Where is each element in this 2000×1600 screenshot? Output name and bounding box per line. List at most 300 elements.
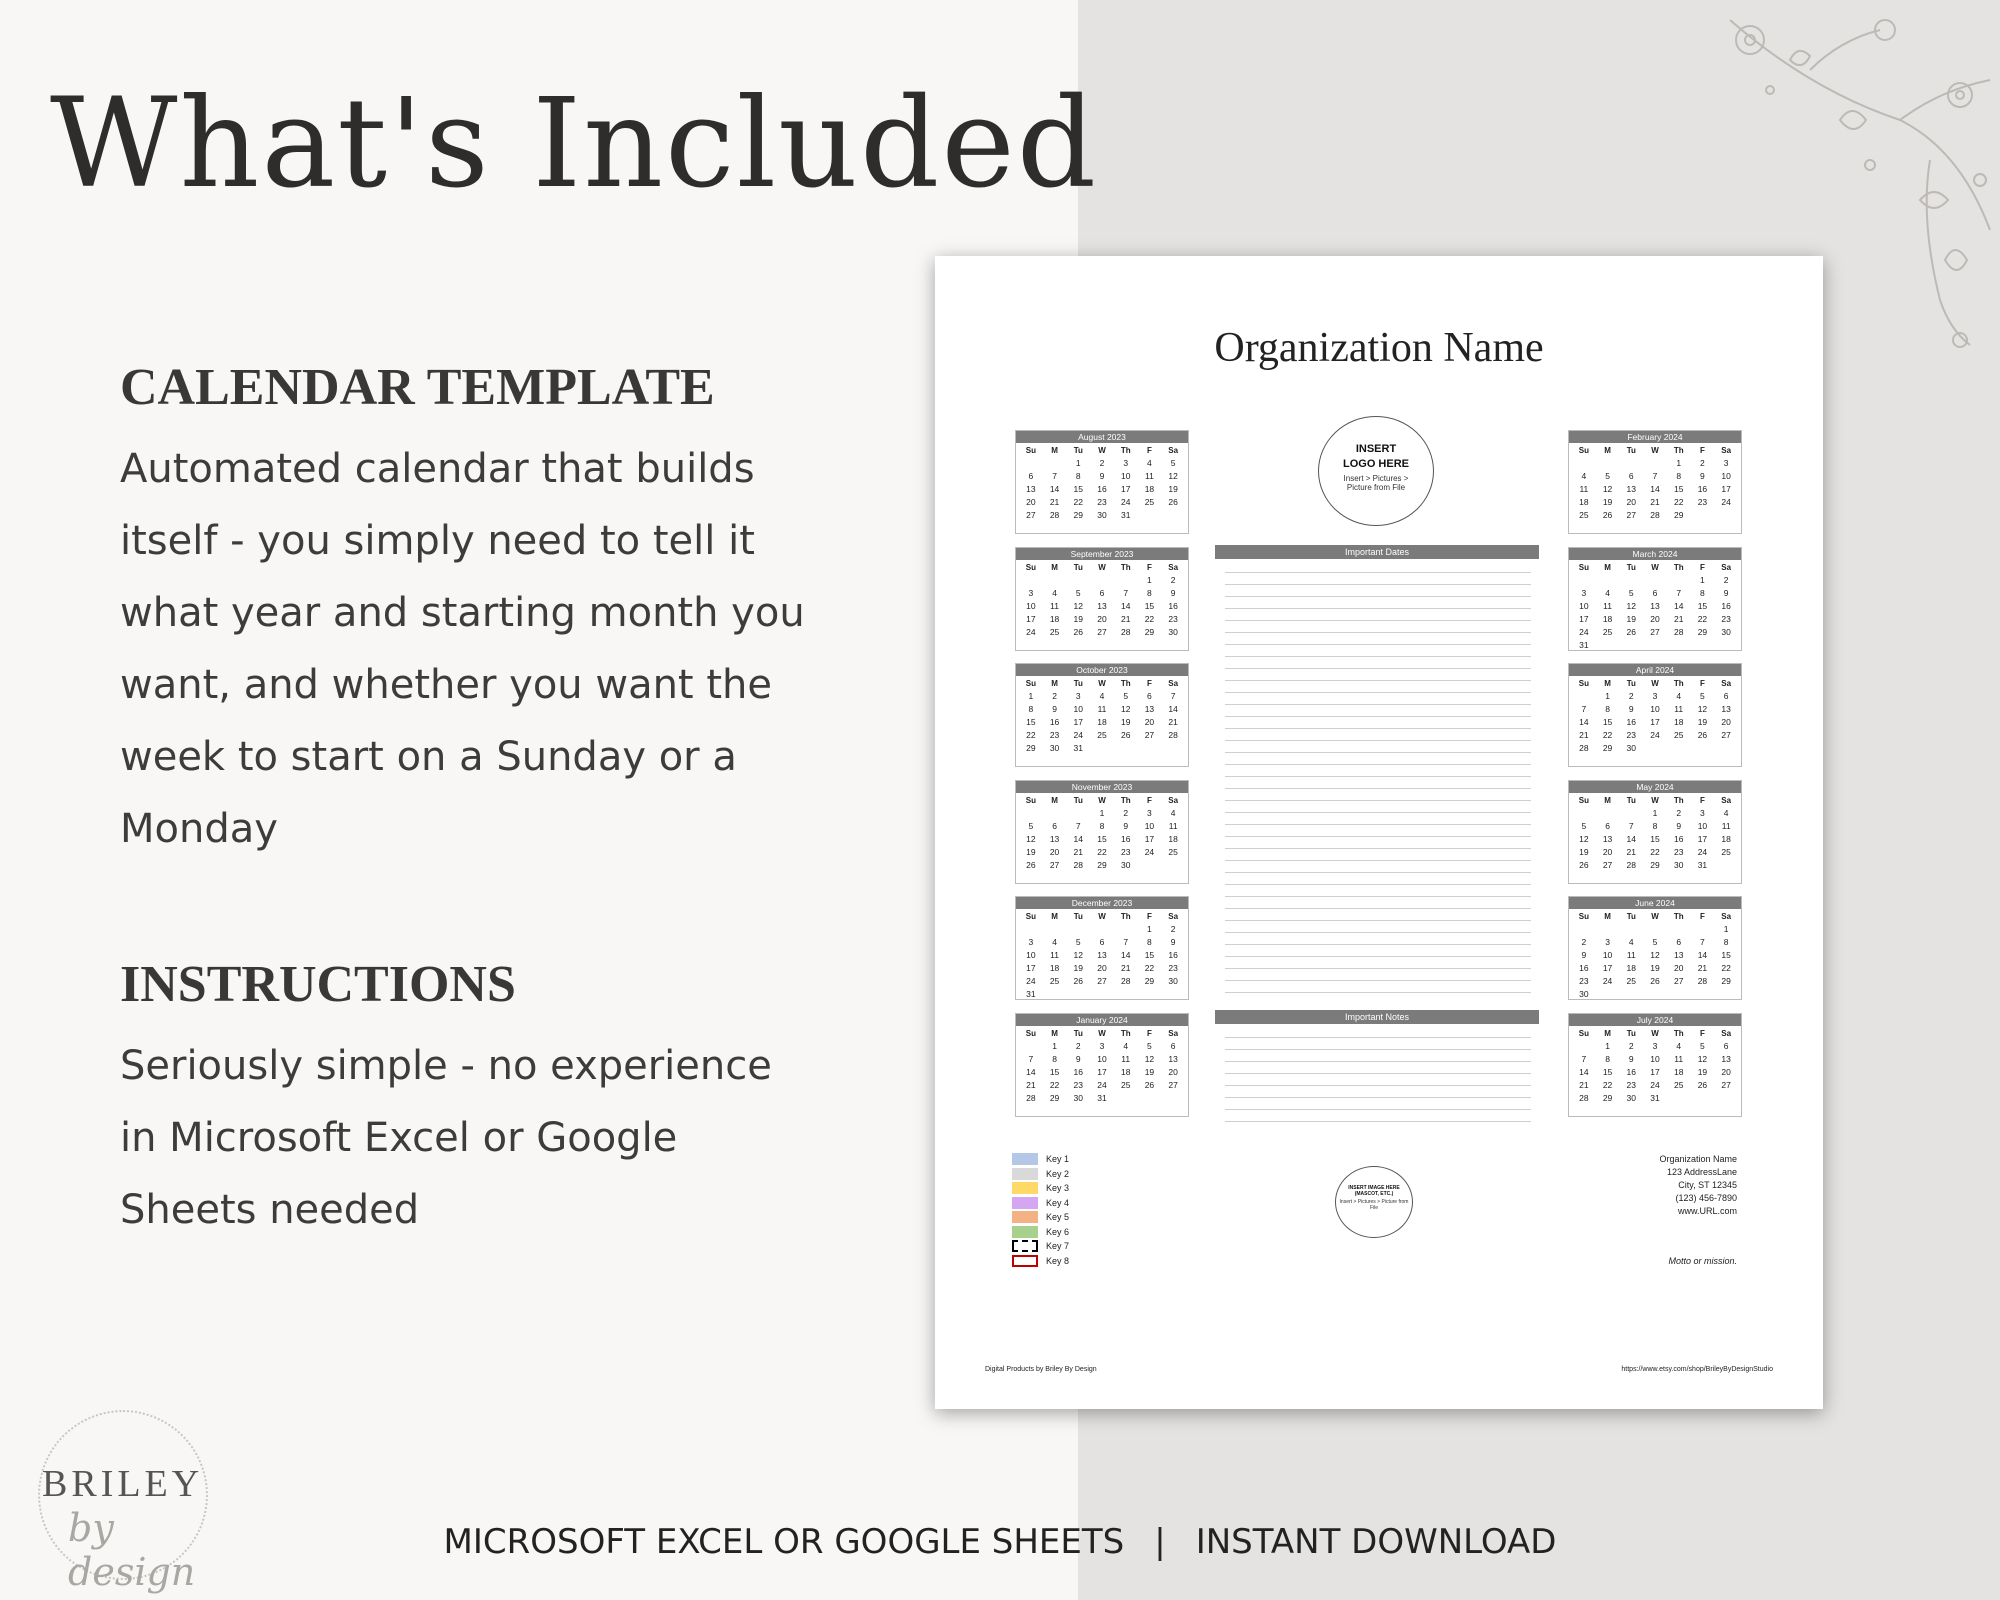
day-cell: 31: [1026, 989, 1036, 999]
empty-day-cell: [1019, 1040, 1043, 1053]
day-cell: 7: [1052, 471, 1057, 481]
day-cell: 7: [1628, 820, 1634, 831]
day-cell: 1: [1075, 458, 1081, 468]
weekday-label: Su: [1025, 1028, 1036, 1038]
day-cell: 23: [1168, 963, 1178, 973]
month-title: February 2024: [1569, 431, 1741, 443]
empty-day-cell: [1572, 923, 1596, 936]
day-cell: 9: [1170, 587, 1176, 598]
day-cell: 27: [1097, 976, 1107, 986]
day-cell: 6: [1723, 1040, 1729, 1051]
day-cell: 7: [1581, 1053, 1587, 1064]
day-cell: 16: [1626, 717, 1637, 727]
day-cell: 15: [1650, 833, 1660, 844]
day-cell: 19: [1120, 717, 1131, 727]
empty-day-cell: [1066, 574, 1090, 587]
day-cell: 22: [1026, 730, 1036, 740]
day-cell: 3: [1605, 937, 1610, 947]
day-cell: 25: [1120, 1079, 1131, 1090]
day-cell: 21: [1626, 846, 1637, 857]
day-cell: 25: [1168, 846, 1178, 857]
day-cell: 18: [1168, 833, 1178, 844]
day-cell: 17: [1650, 717, 1660, 727]
day-cell: 22: [1673, 497, 1684, 507]
day-cell: 20: [1168, 1066, 1178, 1077]
day-cell: 21: [1697, 963, 1708, 973]
weekday-label: Sa: [1168, 795, 1179, 805]
month-title: July 2024: [1569, 1014, 1741, 1026]
day-cell: 14: [1673, 600, 1684, 611]
day-cell: 8: [1676, 471, 1682, 481]
day-cell: 22: [1073, 497, 1084, 507]
day-cell: 18: [1579, 497, 1589, 507]
key-swatch: [1012, 1153, 1038, 1165]
day-cell: 28: [1650, 510, 1660, 520]
day-cell: 21: [1579, 1079, 1589, 1090]
day-cell: 1: [1652, 807, 1658, 818]
weekday-label: Tu: [1073, 562, 1083, 572]
empty-day-cell: [1691, 923, 1715, 936]
empty-day-cell: [1596, 807, 1620, 820]
day-cell: 8: [1099, 820, 1105, 831]
day-cell: 2: [1170, 924, 1176, 934]
day-cell: 20: [1650, 613, 1660, 624]
day-cell: 9: [1052, 704, 1057, 714]
day-cell: 23: [1673, 846, 1684, 857]
month-grid: [1569, 793, 1741, 872]
month-grid: [1016, 443, 1188, 522]
weekday-label: Th: [1673, 446, 1684, 455]
day-cell: 27: [1026, 510, 1036, 520]
organization-address: [1659, 1153, 1737, 1218]
key-row: [1012, 1254, 1112, 1269]
weekday-label: Su: [1578, 1028, 1589, 1038]
key-label: Key 1: [1046, 1154, 1070, 1164]
weekday-label: Su: [1025, 446, 1036, 455]
day-cell: 18: [1626, 963, 1637, 973]
day-cell: 27: [1144, 730, 1155, 740]
day-cell: 20: [1144, 717, 1155, 727]
day-cell: 25: [1721, 846, 1731, 857]
month-title: May 2024: [1569, 781, 1741, 793]
key-label: Key 6: [1046, 1226, 1070, 1237]
day-cell: 22: [1650, 846, 1660, 857]
section-body-calendar-template: Automated calendar that builds itself - you simply need to tell it what year and starting month you want, and whether you want the week to start on a Sunday or a Monday: [120, 446, 805, 852]
day-cell: 7: [1652, 471, 1658, 481]
day-cell: 19: [1168, 484, 1178, 494]
day-cell: 4: [1581, 471, 1587, 481]
day-cell: 30: [1626, 743, 1637, 753]
day-cell: 11: [1145, 471, 1154, 481]
day-cell: 4: [1676, 1040, 1682, 1051]
weekday-label: M: [1604, 562, 1611, 572]
day-cell: 28: [1626, 859, 1637, 870]
day-cell: 10: [1721, 471, 1731, 481]
day-cell: 29: [1026, 743, 1036, 753]
day-cell: 12: [1073, 600, 1084, 611]
day-cell: 22: [1697, 613, 1708, 624]
key-swatch: [1012, 1255, 1038, 1267]
weekday-label: Sa: [1168, 562, 1179, 572]
month-grid: [1569, 560, 1741, 652]
key-row: [1012, 1239, 1112, 1254]
key-swatch: [1012, 1226, 1038, 1238]
day-cell: 12: [1626, 600, 1637, 611]
day-cell: 12: [1602, 484, 1613, 494]
day-cell: 19: [1602, 497, 1613, 507]
day-cell: 2: [1723, 574, 1729, 585]
weekday-label: W: [1651, 679, 1659, 688]
day-cell: 16: [1168, 950, 1178, 960]
day-cell: 30: [1049, 743, 1060, 753]
weekday-label: Tu: [1626, 446, 1636, 455]
day-cell: 10: [1650, 704, 1660, 714]
day-cell: 6: [1099, 587, 1105, 598]
day-cell: 23: [1168, 613, 1178, 624]
calendar-template-preview: [935, 256, 1823, 1409]
day-cell: 4: [1628, 937, 1634, 947]
weekday-label: Su: [1578, 562, 1589, 572]
key-label: Key 3: [1046, 1183, 1070, 1193]
day-cell: 13: [1626, 484, 1637, 494]
empty-day-cell: [1643, 574, 1667, 587]
day-cell: 11: [1050, 600, 1059, 611]
empty-day-cell: [1643, 457, 1667, 470]
day-cell: 25: [1602, 626, 1613, 637]
weekday-label: F: [1146, 795, 1152, 805]
key-swatch: [1012, 1211, 1038, 1223]
empty-day-cell: [1572, 690, 1596, 703]
day-cell: 30: [1168, 976, 1178, 986]
day-cell: 5: [1075, 937, 1081, 947]
day-cell: 3: [1028, 937, 1034, 947]
day-cell: 27: [1168, 1079, 1178, 1090]
empty-day-cell: [1667, 574, 1691, 587]
month-grid: [1569, 676, 1741, 755]
empty-day-cell: [1619, 807, 1643, 820]
day-cell: 21: [1120, 613, 1131, 624]
day-cell: 23: [1579, 976, 1589, 986]
day-cell: 9: [1075, 1053, 1081, 1064]
weekday-label: W: [1651, 1028, 1659, 1038]
weekday-label: Th: [1120, 562, 1131, 572]
day-cell: 29: [1650, 859, 1660, 870]
day-cell: 14: [1579, 1066, 1589, 1077]
day-cell: 23: [1626, 1079, 1637, 1090]
day-cell: 13: [1721, 1053, 1731, 1064]
month-title: September 2023: [1016, 548, 1188, 560]
day-cell: 11: [1050, 950, 1059, 960]
day-cell: 26: [1579, 859, 1589, 870]
day-cell: 13: [1049, 833, 1060, 844]
empty-day-cell: [1043, 923, 1067, 936]
day-cell: 28: [1579, 743, 1589, 753]
weekday-label: Tu: [1073, 795, 1083, 805]
day-cell: 26: [1697, 730, 1708, 740]
day-cell: 8: [1605, 1053, 1610, 1064]
day-cell: 21: [1579, 730, 1589, 740]
day-cell: 28: [1026, 1092, 1036, 1103]
day-cell: 15: [1026, 717, 1036, 727]
day-cell: 11: [1626, 950, 1636, 960]
day-cell: 31: [1650, 1092, 1660, 1103]
empty-day-cell: [1572, 574, 1596, 587]
weekday-label: F: [1699, 562, 1705, 572]
weekday-label: Sa: [1721, 1028, 1732, 1038]
weekday-label: Sa: [1721, 679, 1732, 688]
day-cell: 19: [1073, 963, 1084, 973]
day-cell: 25: [1049, 976, 1060, 986]
weekday-label: M: [1051, 446, 1058, 455]
day-cell: 25: [1673, 730, 1684, 740]
day-cell: 22: [1721, 963, 1731, 973]
day-cell: 10: [1097, 1053, 1107, 1064]
day-cell: 27: [1673, 976, 1684, 986]
address-line: (123) 456-7890: [1675, 1193, 1737, 1203]
day-cell: 12: [1073, 950, 1084, 960]
brand-tagline: by design: [68, 1506, 196, 1594]
day-cell: 25: [1626, 976, 1637, 986]
day-cell: 12: [1650, 950, 1660, 960]
day-cell: 16: [1626, 1066, 1637, 1077]
day-cell: 4: [1170, 807, 1176, 818]
month-grid: [1016, 676, 1188, 755]
weekday-label: W: [1651, 562, 1659, 572]
day-cell: 10: [1650, 1053, 1660, 1064]
day-cell: 3: [1723, 458, 1729, 468]
weekday-label: F: [1146, 446, 1152, 455]
day-cell: 31: [1579, 639, 1589, 650]
day-cell: 30: [1073, 1092, 1084, 1103]
day-cell: 20: [1026, 497, 1036, 507]
day-cell: 24: [1721, 497, 1731, 507]
day-cell: 4: [1052, 587, 1057, 598]
day-cell: 17: [1144, 833, 1155, 844]
key-row: [1012, 1210, 1112, 1225]
empty-day-cell: [1572, 1040, 1596, 1053]
day-cell: 21: [1650, 497, 1660, 507]
weekday-label: F: [1146, 1028, 1152, 1038]
empty-day-cell: [1572, 807, 1596, 820]
day-cell: 27: [1097, 626, 1107, 637]
day-cell: 15: [1697, 600, 1708, 611]
day-cell: 16: [1168, 600, 1178, 611]
day-cell: 20: [1721, 1066, 1731, 1077]
day-cell: 20: [1721, 717, 1731, 727]
day-cell: 20: [1097, 963, 1107, 973]
day-cell: 22: [1144, 613, 1155, 624]
weekday-label: Sa: [1721, 912, 1732, 921]
day-cell: 30: [1120, 859, 1131, 870]
day-cell: 15: [1144, 950, 1155, 960]
day-cell: 18: [1673, 1066, 1684, 1077]
day-cell: 24: [1026, 626, 1036, 637]
day-cell: 18: [1049, 613, 1060, 624]
day-cell: 12: [1579, 833, 1589, 844]
day-cell: 17: [1097, 1066, 1107, 1077]
day-cell: 6: [1652, 587, 1658, 598]
month-calendar: [1568, 1013, 1742, 1117]
weekday-label: M: [1604, 912, 1611, 921]
day-cell: 22: [1602, 730, 1613, 740]
weekday-label: M: [1051, 679, 1058, 688]
day-cell: 19: [1626, 613, 1637, 624]
month-calendar: [1015, 780, 1189, 884]
empty-day-cell: [1596, 457, 1620, 470]
weekday-label: W: [1098, 912, 1106, 921]
day-cell: 20: [1602, 846, 1613, 857]
day-cell: 29: [1073, 510, 1084, 520]
day-cell: 7: [1075, 820, 1081, 831]
weekday-label: Sa: [1721, 795, 1732, 805]
day-cell: 19: [1073, 613, 1084, 624]
day-cell: 17: [1120, 484, 1131, 494]
day-cell: 26: [1120, 730, 1131, 740]
day-cell: 30: [1579, 989, 1589, 999]
empty-day-cell: [1619, 574, 1643, 587]
address-line: Organization Name: [1659, 1154, 1737, 1164]
empty-day-cell: [1667, 923, 1691, 936]
mascot-image-placeholder: [1335, 1166, 1413, 1238]
day-cell: 10: [1073, 704, 1084, 714]
logo-line-4: Picture from File: [1346, 483, 1406, 492]
empty-day-cell: [1066, 923, 1090, 936]
day-cell: 15: [1049, 1066, 1060, 1077]
day-cell: 23: [1626, 730, 1637, 740]
weekday-label: Tu: [1626, 795, 1636, 805]
day-cell: 19: [1026, 846, 1036, 857]
day-cell: 2: [1676, 807, 1682, 818]
day-cell: 5: [1028, 820, 1034, 831]
important-dates-header: Important Dates: [1215, 545, 1539, 559]
day-cell: 25: [1097, 730, 1107, 740]
weekday-label: W: [1651, 912, 1659, 921]
weekday-label: Tu: [1626, 679, 1636, 688]
day-cell: 10: [1026, 950, 1036, 960]
day-cell: 25: [1673, 1079, 1684, 1090]
day-cell: 3: [1123, 458, 1129, 468]
weekday-label: Sa: [1721, 446, 1732, 455]
weekday-label: M: [1604, 679, 1611, 688]
month-grid: [1569, 1026, 1741, 1105]
month-calendar: [1568, 663, 1742, 767]
day-cell: 11: [1674, 1053, 1684, 1064]
day-cell: 28: [1579, 1092, 1589, 1103]
weekday-label: F: [1699, 912, 1705, 921]
day-cell: 5: [1581, 820, 1587, 831]
day-cell: 22: [1097, 846, 1107, 857]
day-cell: 31: [1120, 510, 1131, 520]
day-cell: 10: [1120, 471, 1131, 481]
day-cell: 29: [1144, 626, 1155, 637]
day-cell: 9: [1723, 587, 1729, 598]
empty-day-cell: [1019, 923, 1043, 936]
empty-day-cell: [1043, 457, 1067, 470]
day-cell: 16: [1579, 963, 1589, 973]
key-row: [1012, 1225, 1112, 1240]
weekday-label: Sa: [1168, 446, 1179, 455]
day-cell: 23: [1721, 613, 1731, 624]
day-cell: 9: [1628, 1053, 1634, 1064]
day-cell: 2: [1123, 807, 1129, 818]
day-cell: 16: [1721, 600, 1731, 611]
weekday-label: Su: [1025, 795, 1036, 805]
day-cell: 26: [1602, 510, 1613, 520]
empty-day-cell: [1019, 574, 1043, 587]
day-cell: 3: [1028, 587, 1034, 598]
day-cell: 23: [1697, 497, 1708, 507]
day-cell: 7: [1581, 704, 1587, 714]
month-title: August 2023: [1016, 431, 1188, 443]
day-cell: 12: [1697, 1053, 1708, 1064]
weekday-label: Su: [1025, 912, 1036, 921]
month-grid: [1016, 909, 1188, 1001]
weekday-label: Sa: [1168, 912, 1179, 921]
day-cell: 1: [1099, 807, 1105, 818]
day-cell: 14: [1049, 484, 1060, 494]
day-cell: 31: [1697, 859, 1708, 870]
weekday-label: F: [1146, 679, 1152, 688]
day-cell: 5: [1700, 1040, 1705, 1051]
empty-day-cell: [1043, 807, 1067, 820]
weekday-label: F: [1699, 679, 1705, 688]
address-line: City, ST 12345: [1678, 1180, 1737, 1190]
key-swatch: [1012, 1197, 1038, 1209]
section-title-instructions: INSTRUCTIONS: [120, 956, 516, 1013]
day-cell: 27: [1650, 626, 1660, 637]
day-cell: 6: [1147, 691, 1152, 701]
day-cell: 30: [1721, 626, 1731, 637]
sheet-footer-credit: Digital Products by Briley By Design: [985, 1366, 1097, 1373]
address-line: 123 AddressLane: [1666, 1167, 1737, 1177]
weekday-label: W: [1098, 1028, 1106, 1038]
month-title: June 2024: [1569, 897, 1741, 909]
day-cell: 7: [1676, 587, 1682, 598]
mascot-line-2: Insert > Pictures > Picture from File: [1339, 1199, 1409, 1211]
month-grid: [1569, 443, 1741, 522]
key-label: Key 7: [1046, 1241, 1070, 1251]
day-cell: 29: [1673, 510, 1684, 520]
day-cell: 10: [1579, 600, 1589, 611]
day-cell: 30: [1097, 510, 1107, 520]
brand-name: BRILEY: [42, 1463, 204, 1505]
day-cell: 26: [1168, 497, 1178, 507]
month-calendar: [1015, 430, 1189, 534]
day-cell: 22: [1602, 1079, 1613, 1090]
month-calendar: [1568, 896, 1742, 1000]
weekday-label: M: [1051, 795, 1058, 805]
day-cell: 4: [1676, 691, 1682, 701]
weekday-label: F: [1146, 562, 1152, 572]
weekday-label: F: [1699, 1028, 1705, 1038]
day-cell: 11: [1603, 600, 1612, 611]
key-swatch: [1012, 1240, 1038, 1252]
day-cell: 21: [1120, 963, 1131, 973]
month-title: March 2024: [1569, 548, 1741, 560]
day-cell: 28: [1073, 859, 1084, 870]
weekday-label: M: [1604, 795, 1611, 805]
weekday-label: Su: [1025, 562, 1036, 572]
day-cell: 12: [1026, 833, 1036, 844]
day-cell: 8: [1052, 1053, 1057, 1064]
day-cell: 27: [1602, 859, 1613, 870]
day-cell: 29: [1049, 1092, 1060, 1103]
weekday-label: F: [1699, 795, 1705, 805]
day-cell: 12: [1168, 471, 1178, 481]
day-cell: 24: [1073, 730, 1084, 740]
day-cell: 28: [1049, 510, 1060, 520]
important-notes-header: Important Notes: [1215, 1010, 1539, 1024]
